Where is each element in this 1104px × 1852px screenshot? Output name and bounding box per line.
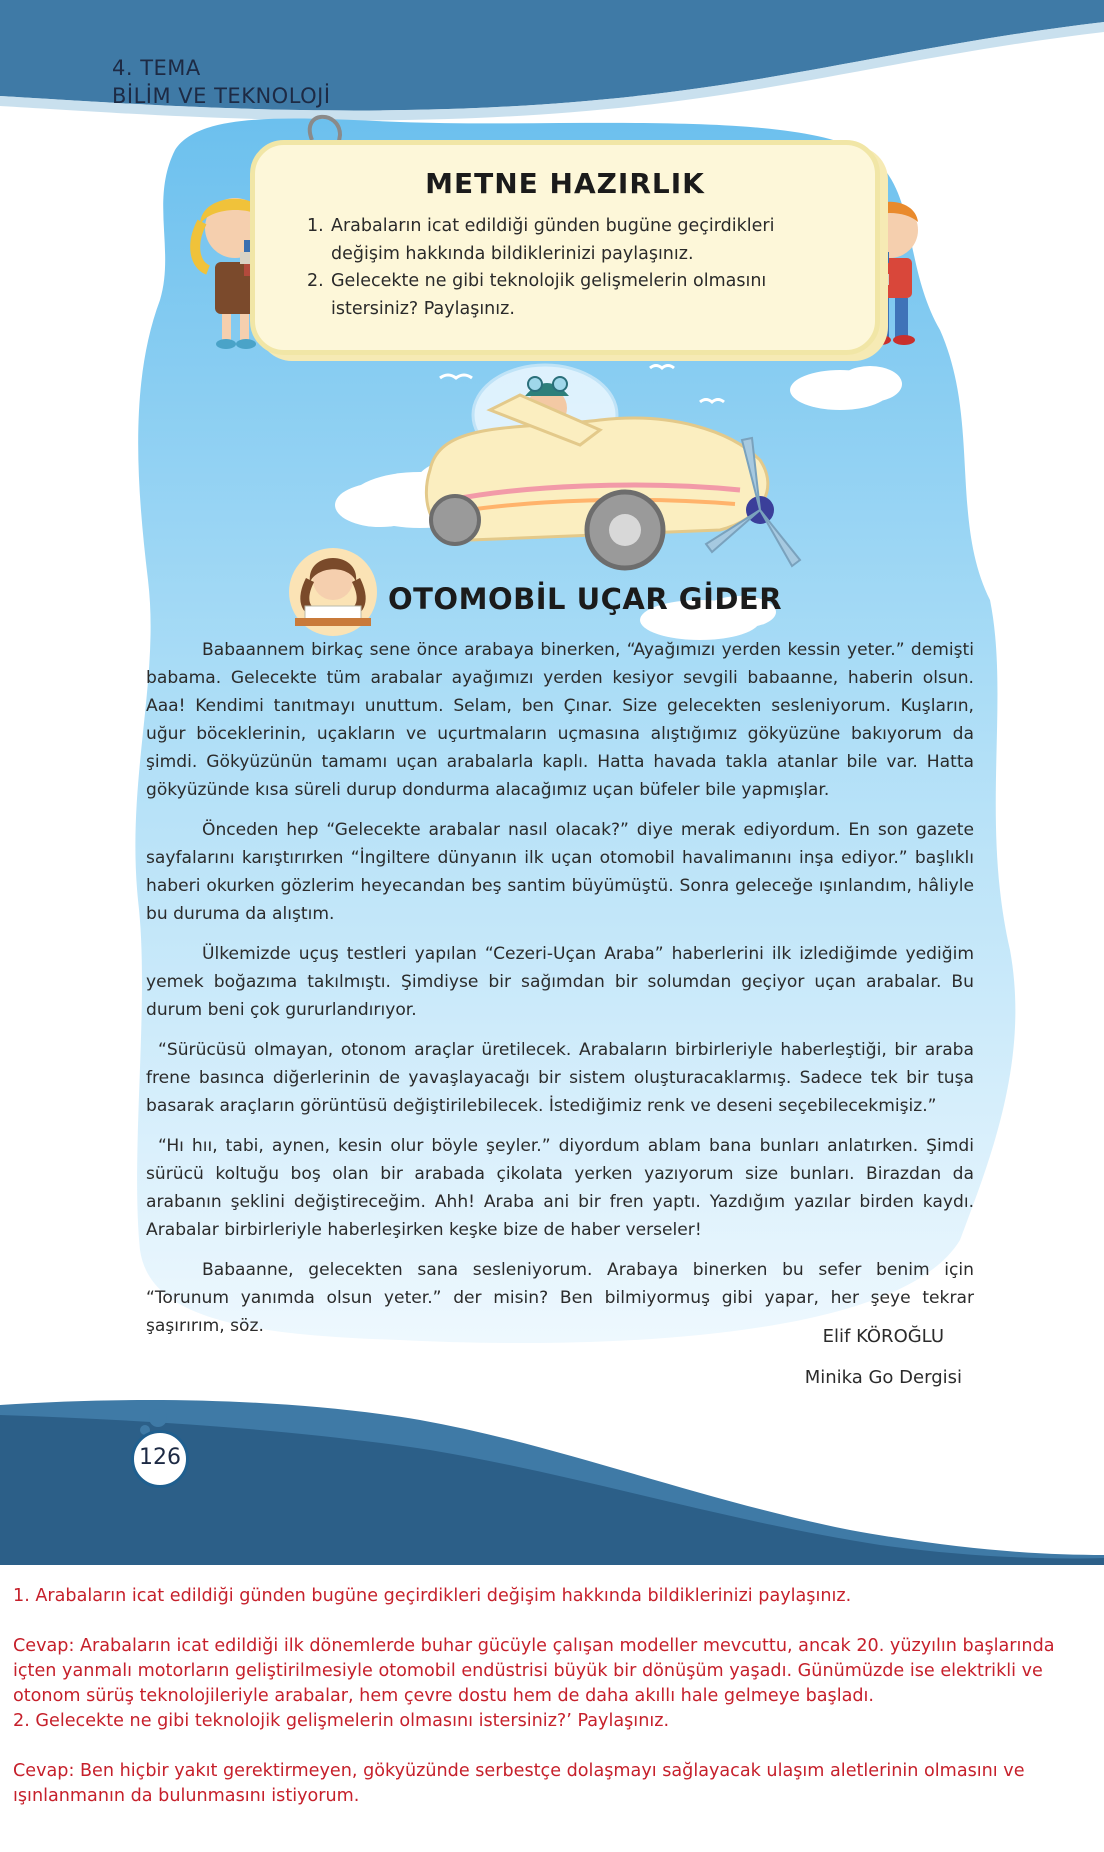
list-item-number: 1. — [307, 216, 324, 236]
story-body — [146, 636, 974, 1352]
list-item-text: Gelecekte ne gibi teknolojik gelişmelerin olmasını istersiniz? Paylaşınız. — [331, 271, 767, 319]
preparation-list — [307, 213, 847, 323]
reading-girl-icon — [289, 548, 377, 636]
theme-name: BİLİM VE TEKNOLOJİ — [112, 84, 331, 108]
story-paragraph: Babaannem birkaç sene önce arabaya binerken, “Ayağımızı yerden kessin yeter.” demişti babama. Gelecekte tüm arabalar ayağımızı yerden kesiyor sevgili babaanne, haberin olsun. Aaa! Kendimi tanıtmayı unuttum. Selam, ben Çınar. Size gelecekten sesleniyorum. Kuşların, uğur böceklerinin, uçakların ve uçurtmaların uçmasına alıştığımız gökyüzüne bakıyorum da şimdi. Gökyüzünün tamamı uçan arabalarla kaplı. Hatta havada takla atanlar bile var. Hatta gökyüzünde kısa süreli durup dondurma alacağımız uçan büfeler bile yapmışlar. — [146, 640, 974, 800]
story-paragraph: Önceden hep “Gelecekte arabalar nasıl olacak?” diye merak ediyordum. En son gazete sayfalarını karıştırırken “İngiltere dünyanın ilk uçan otomobil havalimanını inşa ediyor.” başlıklı haberi okurken gözlerim heyecandan beş santim büyümüştü. Sonra geleceğe ışınlandım, hâliyle bu duruma da alıştım. — [146, 820, 974, 924]
list-item — [307, 268, 847, 323]
story-author: Elif KÖROĞLU — [822, 1326, 944, 1347]
preparation-card — [250, 140, 880, 355]
list-item-number: 2. — [307, 271, 324, 291]
answers-section — [13, 1584, 1093, 1809]
story-paragraph: Babaanne, gelecekten sana sesleniyorum. Arabaya binerken bu sefer benim için “Torunum yanımda olsun yeter.” der misin? Ben bilmiyormuş gibi yapar, her şeye tekrar şaşırırım, söz. — [146, 1260, 974, 1336]
story-paragraph: “Sürücüsü olmayan, otonom araçlar üretilecek. Arabaların birbirleriyle haberleştiği, bir araba frene basınca diğerlerinin de yavaşlayacağı bir sistem oluşturacaklarmış. Sadece tek bir tuşa basarak araçların görüntüsü değiştirilebilecek. İstediğimiz renk ve deseni seçebilecekmişiz.” — [146, 1040, 974, 1116]
question-2: 2. Gelecekte ne gibi teknolojik gelişmelerin olmasını istersiniz?’ Paylaşınız. — [13, 1711, 670, 1731]
list-item — [307, 213, 847, 268]
theme-header — [112, 54, 331, 110]
theme-number: 4. TEMA — [112, 56, 201, 80]
preparation-title: METNE HAZIRLIK — [425, 167, 705, 200]
story-source: Minika Go Dergisi — [804, 1367, 962, 1388]
answer-2: Cevap: Ben hiçbir yakıt gerektirmeyen, gökyüzünde serbestçe dolaşmayı sağlayacak ulaşım aletlerinin olmasını ve ışınlanmanın da bulunmasını istiyorum. — [13, 1761, 1025, 1806]
story-title: OTOMOBİL UÇAR GİDER — [388, 582, 783, 616]
list-item-text: Arabaların icat edildiği günden bugüne geçirdikleri değişim hakkında bildiklerinizi paylaşınız. — [331, 216, 775, 264]
answer-1: Cevap: Arabaların icat edildiği ilk dönemlerde buhar gücüyle çalışan modeller mevcuttu, ancak 20. yüzyılın başlarında içten yanmalı motorların geliştirilmesiyle otomobil endüstrisi büyük bir dönüşüm yaşadı. Günümüzde ise elektrikli ve otonom sürüş teknolojileriyle arabalar, hem çevre dostu hem de daha akıllı hale gelmeye başladı. — [13, 1636, 1055, 1706]
story-paragraph: “Hı hıı, tabi, aynen, kesin olur böyle şeyler.” diyordum ablam bana bunları anlatırken. Şimdi sürücü koltuğu boş olan bir arabada çikolata yerken yazıyorum size bunları. Birazdan da arabanın şeklini değiştireceğim. Ahh! Araba ani bir fren yaptı. Yazdığım yazılar birden kaydı. Arabalar birbirleriyle haberleşirken keşke bize de haber verseler! — [146, 1136, 974, 1240]
story-paragraph: Ülkemizde uçuş testleri yapılan “Cezeri-Uçan Araba” haberlerini ilk izlediğimde yediğim yemek boğazıma takılmıştı. Şimdiyse bir sağımdan bir solumdan geçiyor uçan arabalar. Bu durum beni çok gururlandırıyor. — [146, 944, 974, 1020]
question-1: 1. Arabaların icat edildiği günden bugüne geçirdikleri değişim hakkında bildiklerinizi paylaşınız. — [13, 1586, 852, 1606]
page-number: 126 — [131, 1430, 189, 1488]
